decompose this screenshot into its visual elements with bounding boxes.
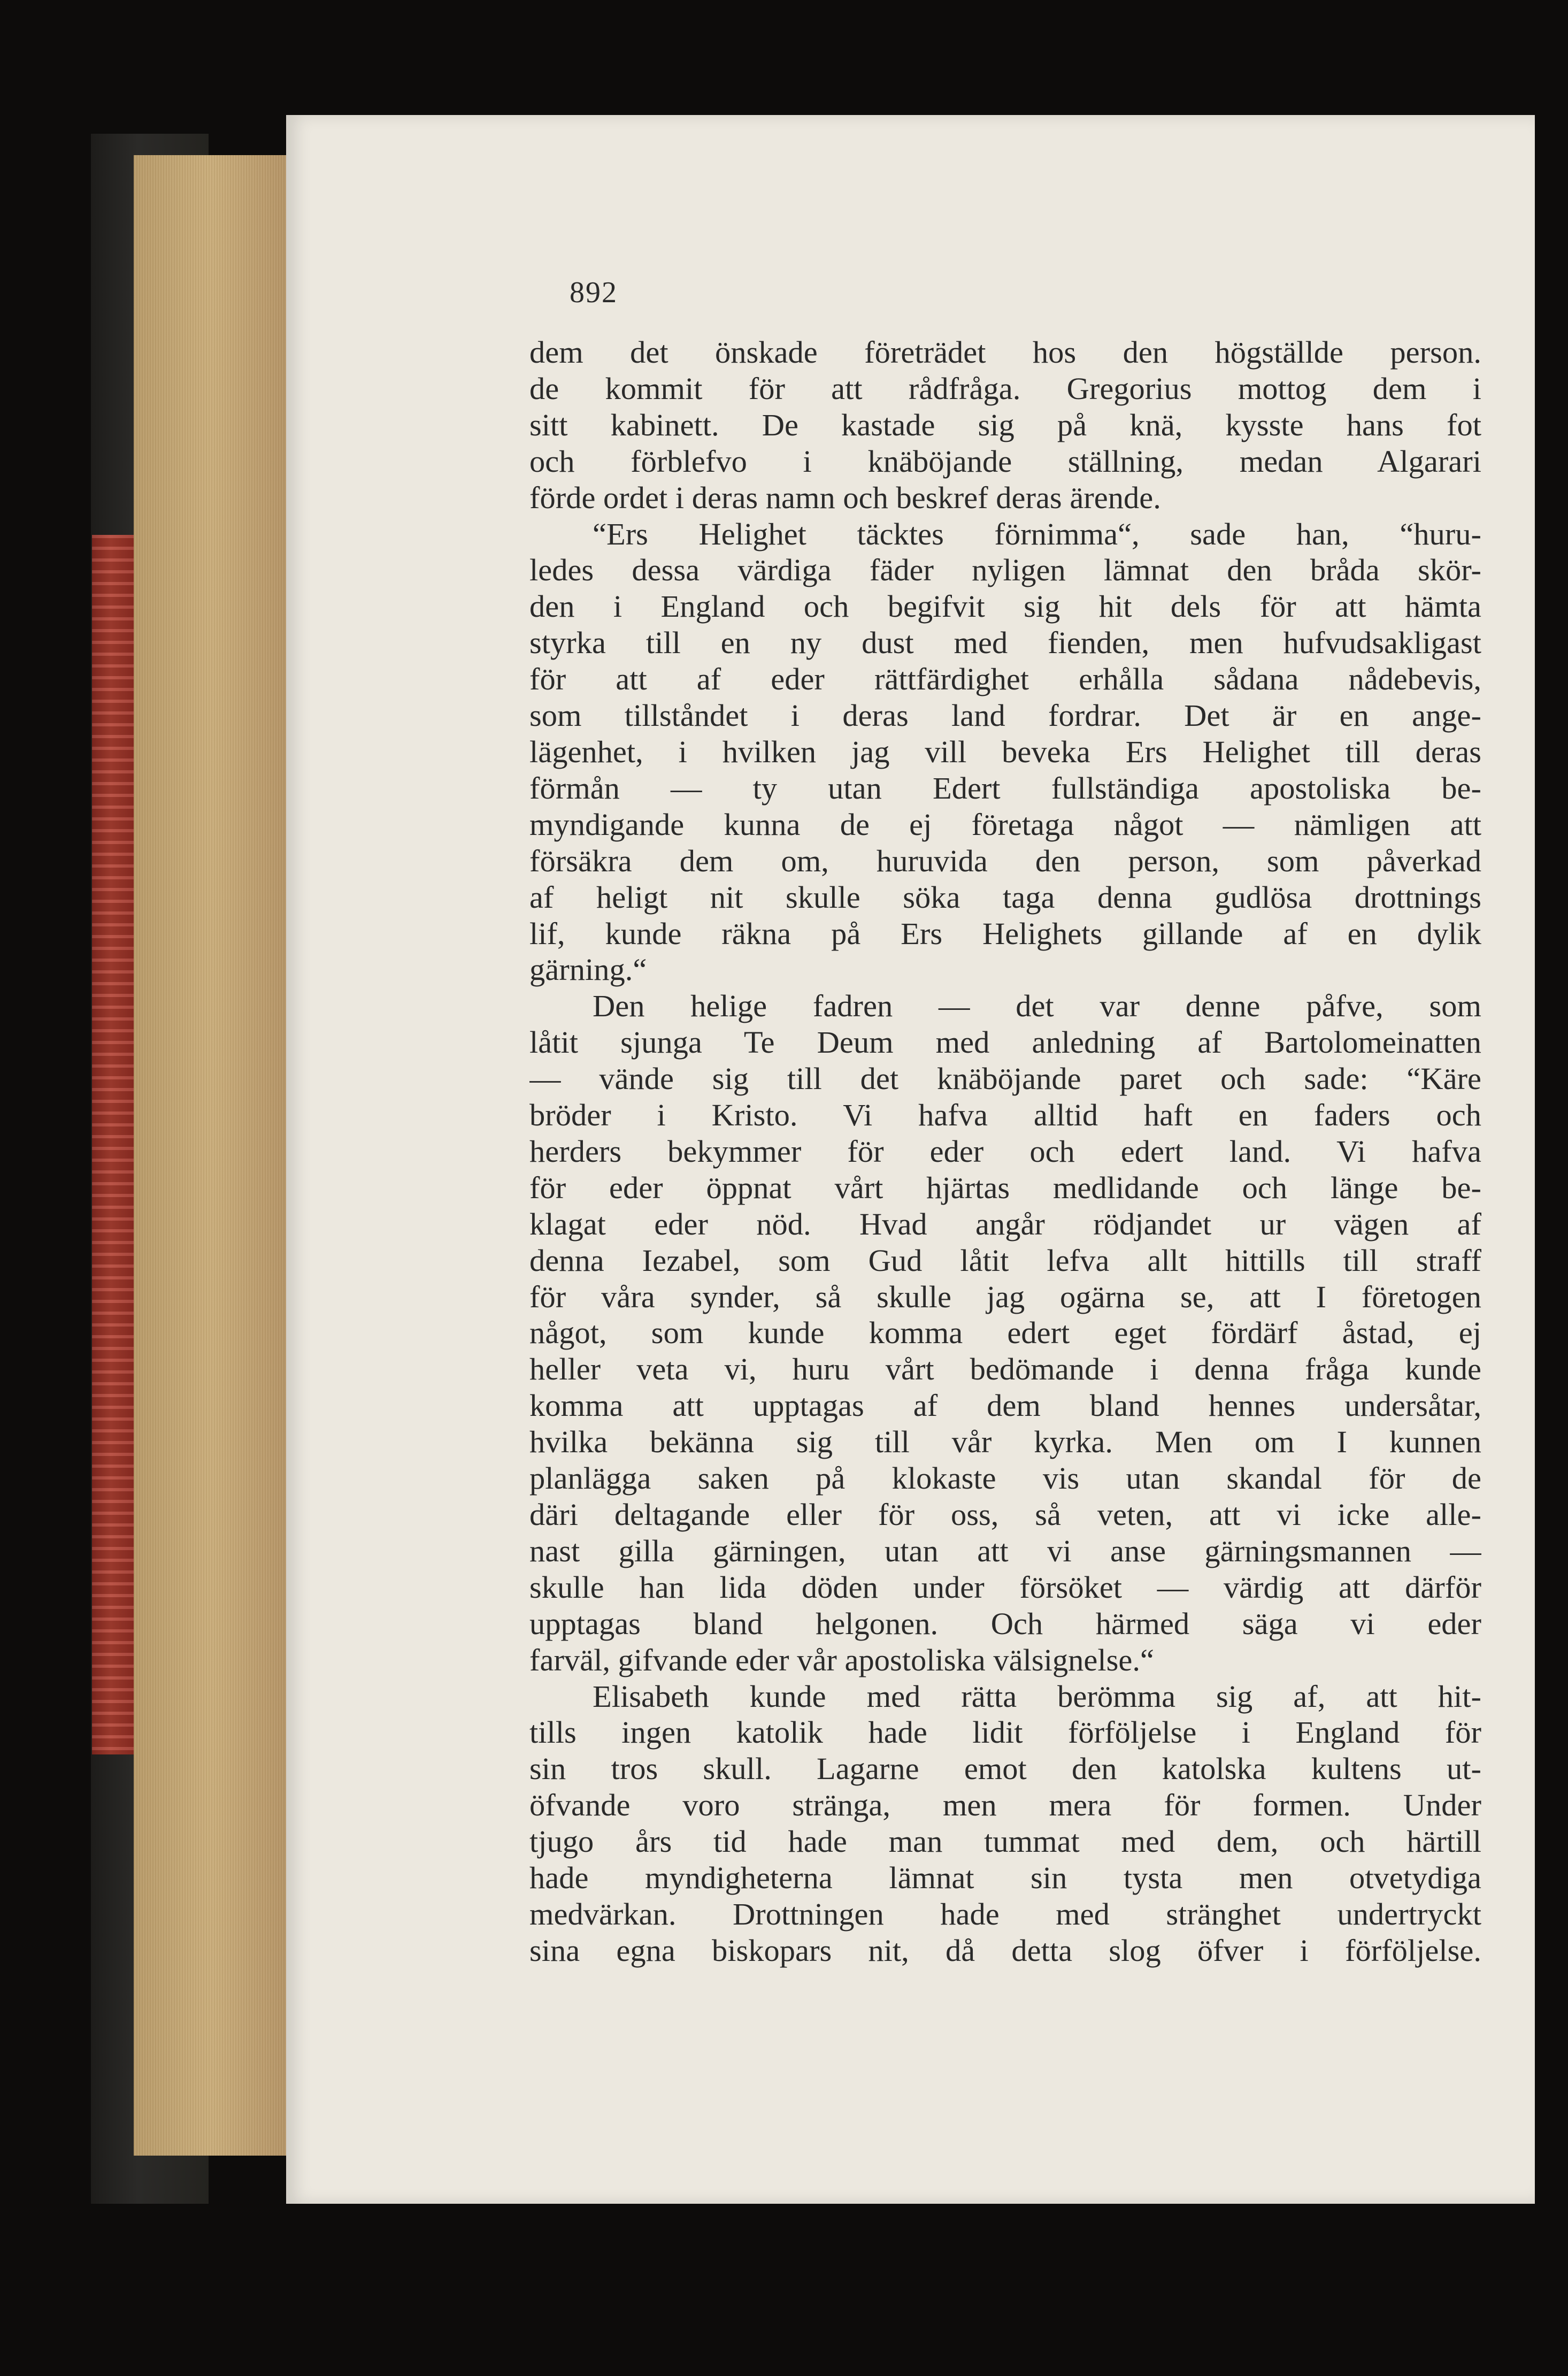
book-spine-edge: [92, 535, 134, 1754]
text-line: för att af eder rättfärdighet erhålla sådana nådebevis,: [529, 662, 1481, 697]
text-line: myndigande kunna de ej företaga något — nämligen att: [529, 807, 1481, 842]
text-line: af heligt nit skulle söka taga denna gudlösa drottnings: [529, 879, 1481, 915]
text-line: — vände sig till det knäböjande paret och sade: “Käre: [529, 1061, 1481, 1097]
text-line: Den helige fadren — det var denne påfve, som: [593, 988, 1481, 1024]
text-line: de kommit för att rådfråga. Gregorius mottog dem i: [529, 371, 1481, 406]
text-line: för våra synder, så skulle jag ogärna se, att I företogen: [529, 1279, 1481, 1314]
text-line: planlägga saken på klokaste vis utan skandal för de: [529, 1461, 1481, 1496]
text-line: “Ers Helighet täcktes förnimma“, sade han, “huru-: [593, 516, 1481, 551]
text-line: hvilka bekänna sig till vår kyrka. Men om I kunnen: [529, 1424, 1481, 1460]
text-line: förmån — ty utan Edert fullständiga apostoliska be-: [529, 770, 1481, 806]
text-line: tills ingen katolik hade lidit förföljelse i England för: [529, 1715, 1481, 1750]
text-line: styrka till en ny dust med fienden, men hufvudsakligast: [529, 625, 1481, 661]
text-line: låtit sjunga Te Deum med anledning af Bartolomeinatten: [529, 1025, 1481, 1060]
page-edges: [134, 155, 289, 2156]
text-line: ledes dessa värdiga fäder nyligen lämnat den bråda skör-: [529, 553, 1481, 588]
text-line: hade myndigheterna lämnat sin tysta men otvetydiga: [529, 1860, 1481, 1896]
text-line: upptagas bland helgonen. Och härmed säga vi eder: [529, 1606, 1481, 1641]
text-line: gärning.“: [529, 952, 647, 987]
text-line: klagat eder nöd. Hvad angår rödjandet ur vägen af: [529, 1206, 1481, 1241]
text-line: som tillståndet i deras land fordrar. Det är en ange-: [529, 698, 1481, 733]
text-line: öfvande voro stränga, men mera för formen. Under: [529, 1788, 1481, 1823]
text-line: bröder i Kristo. Vi hafva alltid haft en faders och: [529, 1098, 1481, 1133]
text-line: för eder öppnat vårt hjärtas medlidande och länge be-: [529, 1170, 1481, 1205]
page-text-body: [529, 334, 1481, 1969]
text-line: sin tros skull. Lagarne emot den katolska kultens ut-: [529, 1751, 1481, 1787]
text-line: medvärkan. Drottningen hade med stränghet undertryckt: [529, 1896, 1481, 1932]
text-line: komma att upptagas af dem bland hennes undersåtar,: [529, 1388, 1481, 1423]
text-line: något, som kunde komma edert eget fördärf åstad, ej: [529, 1315, 1481, 1351]
text-line: sitt kabinett. De kastade sig på knä, kysste hans fot: [529, 407, 1481, 442]
text-line: sina egna biskopars nit, då detta slog öfver i förföljelse.: [529, 1933, 1481, 1968]
page-number: 892: [570, 276, 618, 309]
text-line: heller veta vi, huru vårt bedömande i denna fråga kunde: [529, 1352, 1481, 1387]
text-line: förde ordet i deras namn och beskref deras ärende.: [529, 480, 1161, 515]
text-line: försäkra dem om, huruvida den person, som påverkad: [529, 843, 1481, 878]
text-line: däri deltagande eller för oss, så veten, att vi icke alle-: [529, 1497, 1481, 1532]
text-line: herders bekymmer för eder och edert land. Vi hafva: [529, 1133, 1481, 1169]
text-line: lif, kunde räkna på Ers Helighets gillande af en dylik: [529, 916, 1481, 951]
text-line: farväl, gifvande eder vår apostoliska välsignelse.“: [529, 1642, 1154, 1677]
text-line: lägenhet, i hvilken jag vill beveka Ers Helighet till deras: [529, 734, 1481, 769]
text-line: Elisabeth kunde med rätta berömma sig af, att hit-: [593, 1678, 1481, 1714]
text-line: dem det önskade företrädet hos den högställde person.: [529, 335, 1481, 370]
text-line: skulle han lida döden under försöket — värdig att därför: [529, 1569, 1481, 1605]
text-line: och förblefvo i knäböjande ställning, medan Algarari: [529, 443, 1481, 479]
text-line: denna Iezabel, som Gud låtit lefva allt hittills till straff: [529, 1243, 1481, 1278]
text-line: nast gilla gärningen, utan att vi anse gärningsmannen —: [529, 1533, 1481, 1568]
text-line: den i England och begifvit sig hit dels för att hämta: [529, 589, 1481, 624]
text-line: tjugo års tid hade man tummat med dem, och härtill: [529, 1824, 1481, 1859]
book-page: [286, 115, 1535, 2204]
